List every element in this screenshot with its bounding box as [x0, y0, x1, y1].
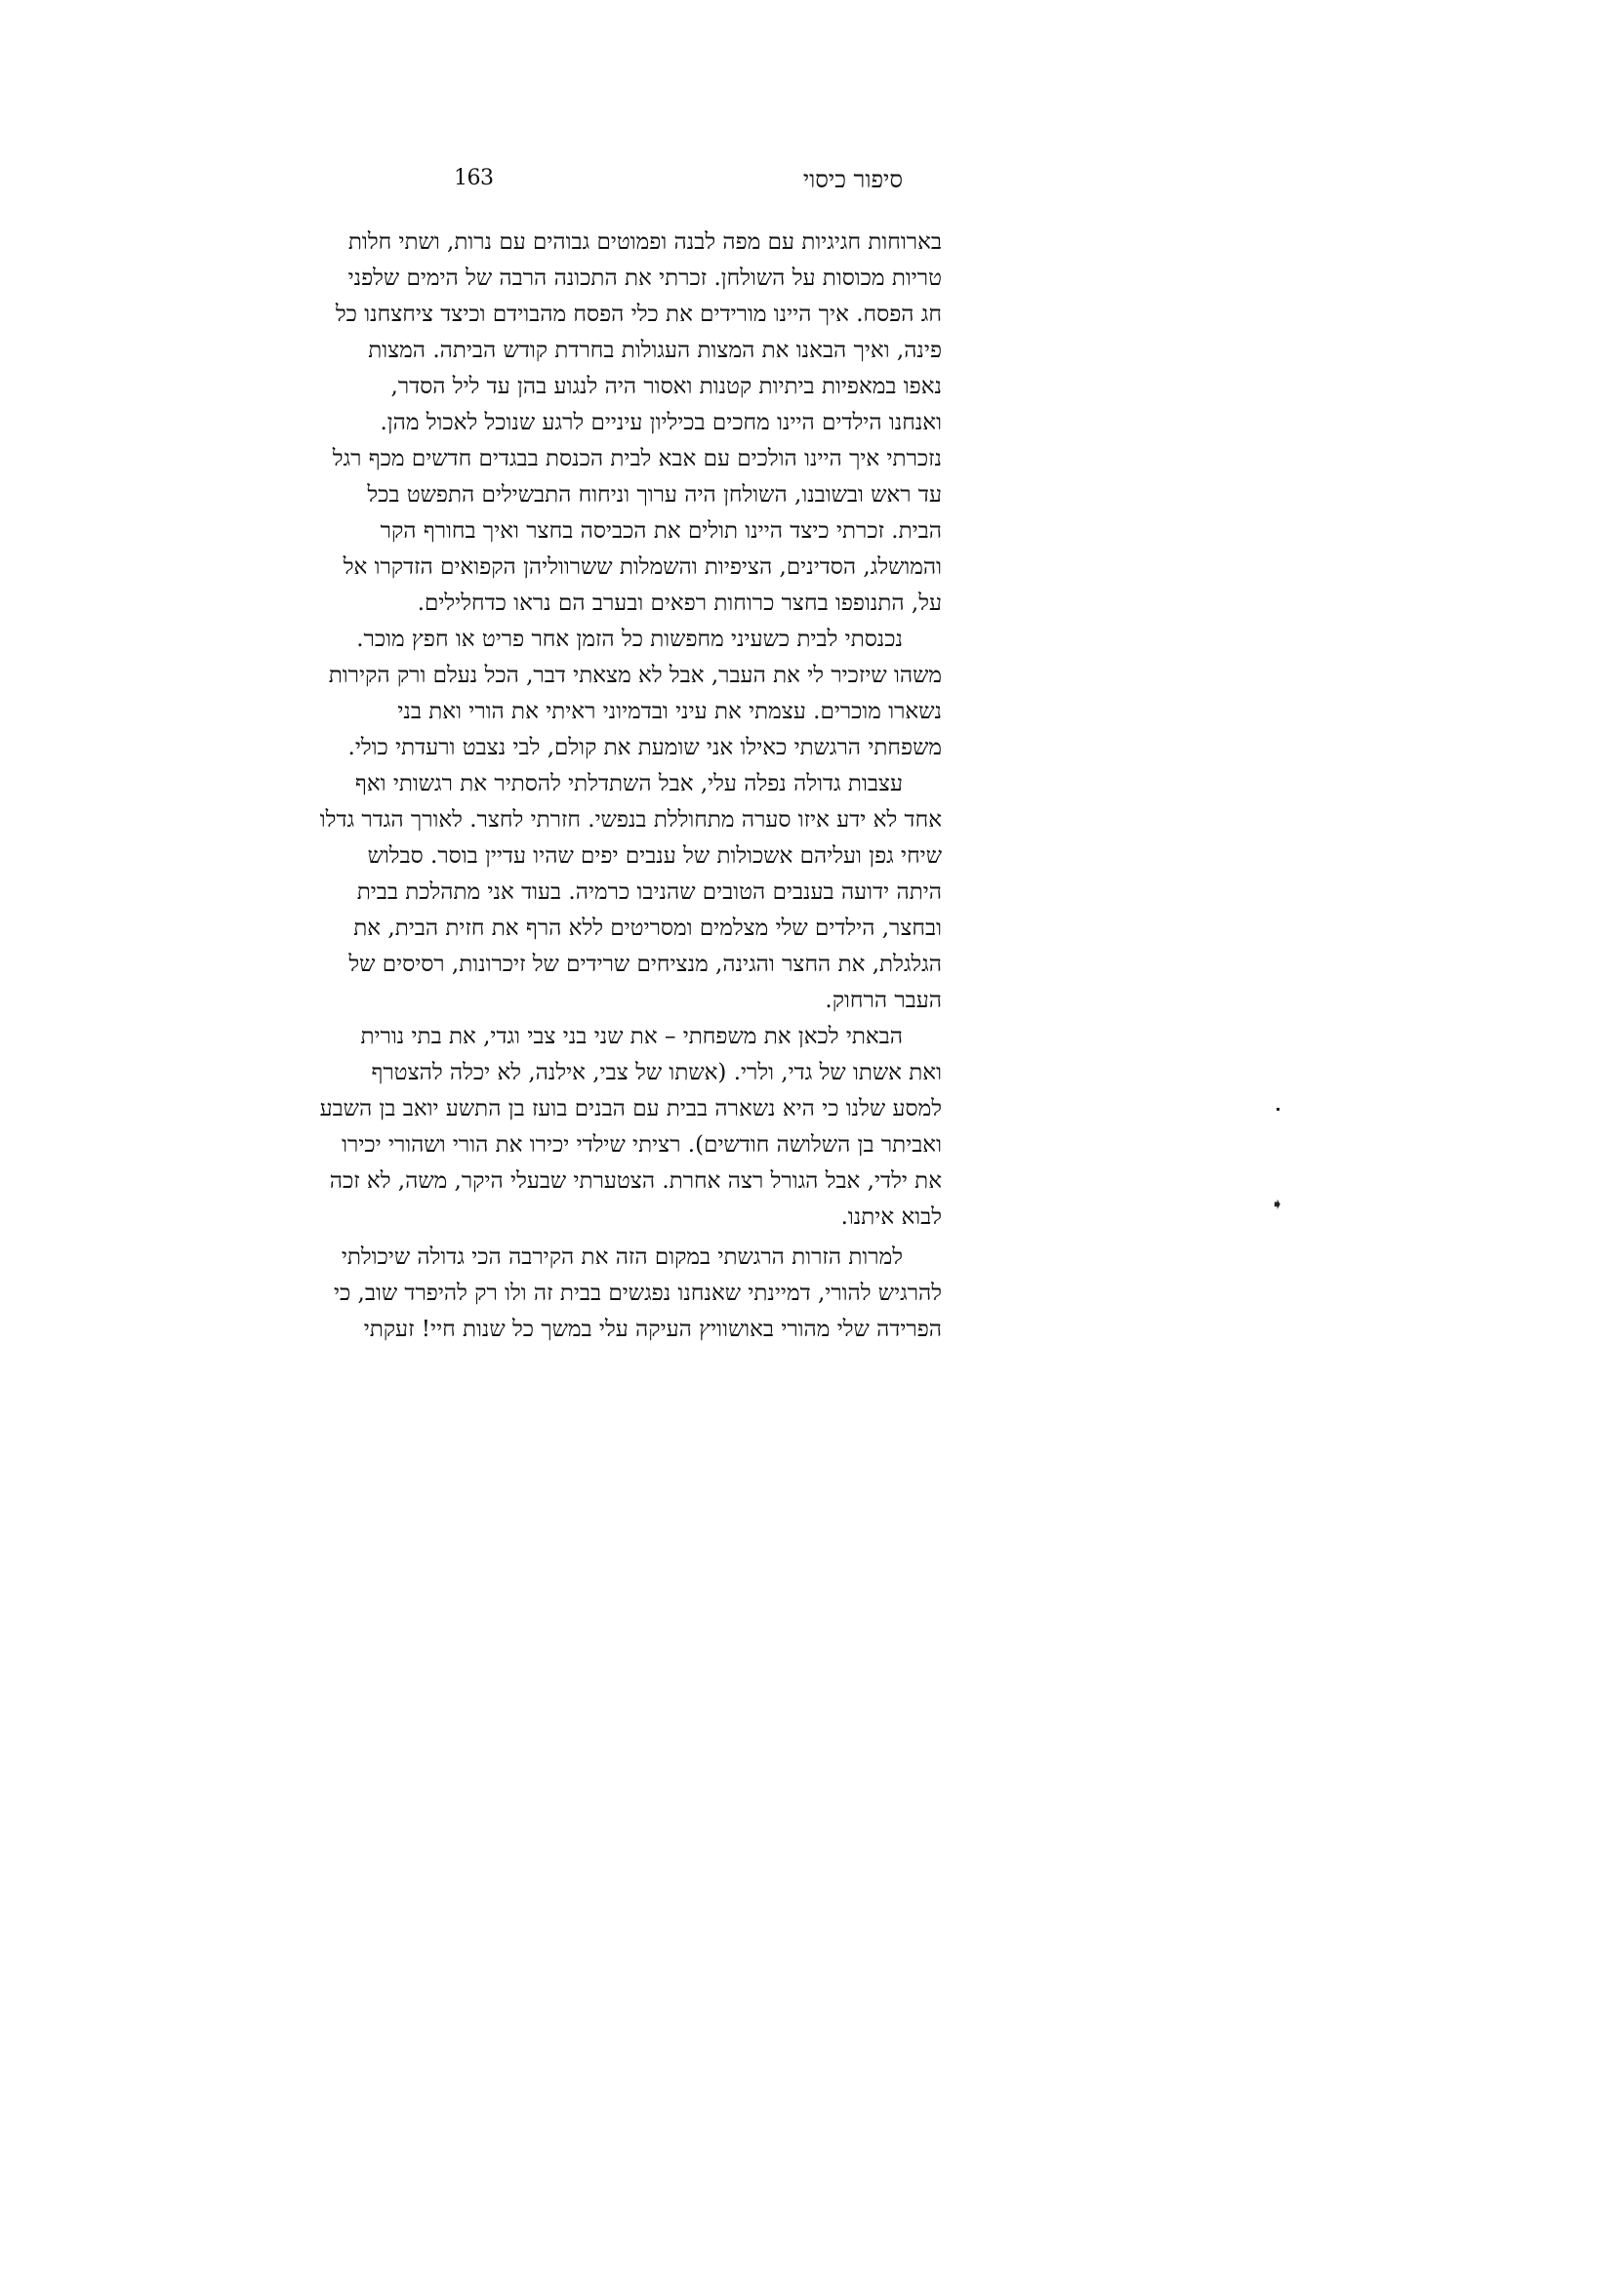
text-line: הבית. זכרתי כיצד היינו תולים את הכביסה בחצר ואיך בחורף הקר — [380, 518, 942, 544]
page-number: 163 — [454, 166, 494, 190]
running-title: סיפור כיסוי — [802, 166, 903, 193]
text-line: למסע שלנו כי היא נשארה בבית עם הבנים בועז בן התשע יואב בן השבע — [319, 1096, 942, 1121]
text-line: הגלגלת, את החצר והגינה, מנציחים שרידים של זיכרונות, רסיסים של — [348, 952, 942, 977]
paragraph-3 — [319, 766, 942, 1019]
text-line: נאפו במאפיות ביתיות קטנות ואסור היה לנגוע בהן עד ליל הסדר, — [390, 374, 942, 399]
text-line: היתה ידועה בענבים הטובים שהניבו כרמיה. בעוד אני מתהלכת בבית — [356, 879, 942, 905]
margin-arrow-icon: ➧ — [1271, 1195, 1284, 1213]
text-line: ובחצר, הילדים שלי מצלמים ומסריטים ללא הרף את חזית הבית, את — [353, 916, 942, 941]
text-line: משהו שיזכיר לי את העבר, אבל לא מצאתי דבר, הכל נעלם ורק הקירות — [328, 663, 942, 688]
text-line: על, התנופפו בחצר כרוחות רפאים ובערב הם נראו כדחלילים. — [417, 590, 942, 616]
body-text — [319, 224, 942, 1348]
text-line: לבוא איתנו. — [840, 1204, 942, 1230]
text-line: נשארו מוכרים. עצמתי את עיני ובדמיוני ראיתי את הורי ואת בני — [397, 699, 942, 724]
text-line: אחד לא ידע איזו סערה מתחוללת בנפשי. חזרתי לחצר. לאורך הגדר גדלו — [319, 807, 942, 833]
text-line: הפרידה שלי מהורי באושוויץ העיקה עלי במשך כל שנות חיי! זעקתי — [363, 1317, 942, 1342]
text-line: עד ראש ובשובנו, השולחן היה ערוך וניחוח התבשילים התפשט בכל — [367, 482, 942, 508]
text-line: ואנחנו הילדים היינו מחכים בכיליון עיניים לרגע שנוכל לאכול מהן. — [380, 410, 942, 435]
text-line: עצבות גדולה נפלה עלי, אבל השתדלתי להסתיר את רגשותי ואף — [354, 771, 903, 796]
text-line: ואביתר בן השלושה חודשים). רציתי שילדי יכירו את הורי ושהורי יכירו — [342, 1132, 942, 1158]
text-line: טריות מכוסות על השולחן. זכרתי את התכונה הרבה של הימים שלפני — [347, 265, 942, 291]
text-line: פינה, ואיך הבאנו את המצות העגולות בחרדת קודש הביתה. המצות — [368, 338, 942, 363]
page-header — [454, 166, 903, 199]
paragraph-1 — [332, 224, 942, 622]
paragraph-2 — [328, 622, 942, 766]
text-line: בארוחות חגיגיות עם מפה לבנה ופמוטים גבוהים עם נרות, ושתי חלות — [347, 229, 942, 255]
text-line: העבר הרחוק. — [825, 988, 942, 1013]
text-line: נכנסתי לבית כשעיני מחפשות כל הזמן אחר פריט או חפץ מוכר. — [356, 627, 903, 652]
text-line: משפחתי הרגשתי כאילו אני שומעת את קולם, לבי נצבט ורעדתי כולי. — [347, 735, 942, 760]
text-line: שיחי גפן ועליהם אשכולות של ענבים יפים שהיו עדיין בוסר. סבלוש — [367, 843, 942, 869]
text-line: והמושלג, הסדינים, הציפיות והשמלות ששרווליהן הקפואים הזדקרו אל — [343, 554, 942, 580]
text-line: את ילדי, אבל הגורל רצה אחרת. הצטערתי שבעלי היקר, משה, לא זכה — [329, 1168, 942, 1194]
paragraph-4 — [319, 1019, 942, 1236]
text-line: הבאתי לכאן את משפחתי – את שני בני צבי וגדי, את בתי נורית — [360, 1024, 903, 1049]
text-line: ואת אשתו של גדי, ולרי. (אשתו של צבי, אילנה, לא יכלה להצטרף — [371, 1060, 942, 1085]
text-line: להרגיש להורי, דמיינתי שאנחנו נפגשים בבית זה ולו רק להיפרד שוב, כי — [333, 1281, 942, 1306]
text-line: למרות הזרות הרגשתי במקום הזה את הקירבה הכי גדולה שיכולתי — [341, 1244, 903, 1270]
text-line: נזכרתי איך היינו הולכים עם אבא לבית הכנסת בבגדים חדשים מכף רגל — [332, 446, 942, 471]
paragraph-5 — [333, 1240, 942, 1348]
margin-dot-mark — [1277, 1108, 1279, 1111]
text-line: חג הפסח. איך היינו מורידים את כלי הפסח מהבוידם וכיצד ציחצחנו כל — [335, 302, 942, 327]
